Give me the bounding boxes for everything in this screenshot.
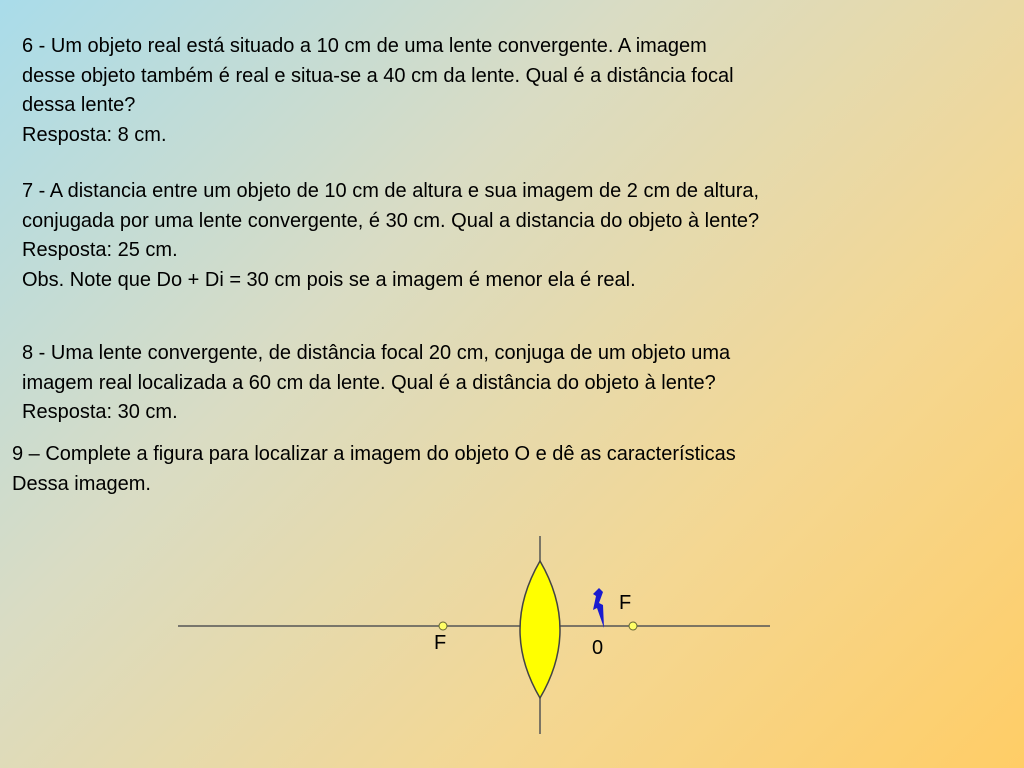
question-6-line-3: dessa lente? xyxy=(22,94,136,116)
question-7-line-2: conjugada por uma lente convergente, é 30 cm. Qual a distancia do objeto à lente? xyxy=(22,209,760,232)
question-9-line-2: Dessa imagem. xyxy=(12,472,151,495)
object-label: 0 xyxy=(592,637,604,659)
question-8-line-2: imagem real localizada a 60 cm da lente. Qual é a distância do objeto à lente? xyxy=(22,371,716,394)
question-7-answer: Resposta: 25 cm. xyxy=(22,239,178,261)
focus-point-left xyxy=(439,622,447,630)
converging-lens xyxy=(520,561,560,698)
question-6-answer: Resposta: 8 cm. xyxy=(22,123,167,146)
question-8-line-1: 8 - Uma lente convergente, de distância focal 20 cm, conjuga de um objeto uma xyxy=(22,342,731,364)
focus-label-left: F xyxy=(434,632,447,654)
focus-label-right: F xyxy=(619,592,632,614)
question-7-line-1: 7 - A distancia entre um objeto de 10 cm de altura e sua imagem de 2 cm de altura, xyxy=(22,180,760,202)
question-9-line-1: 9 – Complete a figura para localizar a imagem do objeto O e dê as características xyxy=(12,443,736,465)
question-6-line-1: 6 - Um objeto real está situado a 10 cm de uma lente convergente. A imagem xyxy=(22,35,707,57)
question-6-line-2: desse objeto também é real e situa-se a 40 cm da lente. Qual é a distância focal xyxy=(22,64,734,87)
question-7-note: Obs. Note que Do + Di = 30 cm pois se a imagem é menor ela é real. xyxy=(22,268,636,291)
question-8-answer: Resposta: 30 cm. xyxy=(22,401,178,423)
object-arrow-icon xyxy=(593,588,604,628)
focus-point-right xyxy=(629,622,637,630)
